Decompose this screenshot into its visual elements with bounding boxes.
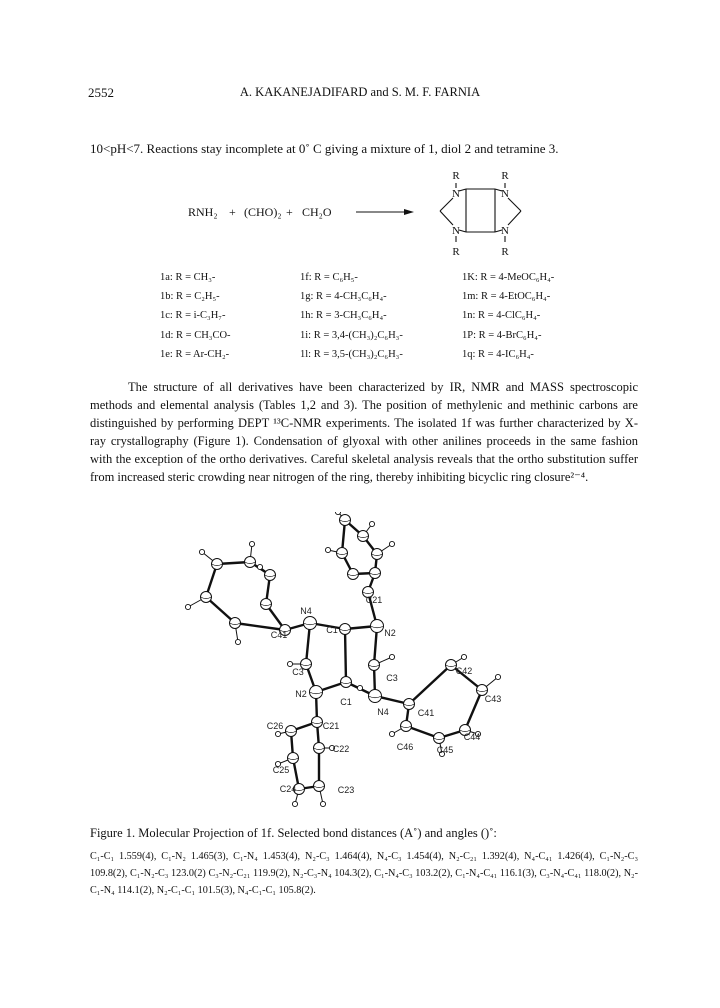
- substituent-item: 1m: R = 4-EtOC₆H₄-: [462, 291, 551, 303]
- product-label: N: [501, 225, 509, 237]
- substituent-column-1: [160, 268, 231, 364]
- product-label: R: [501, 246, 509, 258]
- hydrogen-atom: [369, 521, 374, 526]
- intro-line: 10<pH<7. Reactions stay incomplete at 0˚ C giving a mixture of 1, diol 2 and tetramine 3.: [90, 141, 559, 156]
- hydrogen-atom: [357, 685, 362, 690]
- reaction-scheme: [0, 0, 720, 270]
- hydrogen-atom: [389, 541, 394, 546]
- atom-label: C25: [272, 765, 290, 775]
- atom: [286, 726, 297, 737]
- hydrogen-atom: [335, 512, 340, 515]
- atom-label: C24: [279, 784, 297, 794]
- product-label: R: [452, 170, 460, 182]
- atom: [404, 699, 415, 710]
- product-label: N: [501, 188, 509, 200]
- hydrogen-atom: [257, 564, 262, 569]
- hydrogen-atom: [325, 547, 330, 552]
- atom: [401, 721, 412, 732]
- hydrogen-atom: [461, 654, 466, 659]
- atom-label: C22: [332, 744, 350, 754]
- bond-data: C₁-C₁ 1.559(4), C₁-N₂ 1.465(3), C₁-N₄ 1.453(4), N₂-C₃ 1.464(4), N₄-C₃ 1.454(4), N₂-C₂₁ 1.392(4), N₄-C₄₁ 1.426(4), C₁-N₂-C₃ 109.8(2), C₁-N₂-C₃ 123.0(2) C₃-N₂-C₂₁ 119.9(2), N₂-C₃-N₄ 104.3(2), C₁-N₄-C₃ 103.2(2), C₁-N₄-C₄₁ 116.1(3), C₃-N₄-C₄₁ 118.0(2), N₂-C₁-N₄ 114.1(2), N₂-C₁-C₁ 101.5(3), N₄-C₁-C₁ 105.8(2).: [90, 851, 638, 897]
- atom-label: C45: [436, 745, 454, 755]
- substituent-item: 1a: R = CH₃-: [160, 272, 216, 283]
- atom-label: N2: [295, 689, 307, 699]
- substituent-item: 1i: R = 3,4-(CH₃)₂C₆H₃-: [300, 329, 403, 341]
- bond: [345, 629, 346, 682]
- substituent-item: 1e: R = Ar-CH₂-: [160, 348, 230, 360]
- plus-sign: +: [229, 205, 236, 219]
- page-number: 2552: [88, 85, 114, 100]
- hydrogen-atom: [389, 731, 394, 736]
- hydrogen-atom: [292, 801, 297, 806]
- product-label: N: [452, 225, 460, 237]
- hydrogen-atom: [389, 654, 394, 659]
- substituent-item: 1P: R = 4-BrC₆H₄-: [462, 329, 542, 341]
- reaction-arrow: [356, 209, 414, 215]
- plus-sign: +: [286, 205, 293, 219]
- hydrogen-atom: [275, 731, 280, 736]
- atom: [310, 686, 323, 699]
- substituent-item: 1l: R = 3,5-(CH₃)₂C₆H₃-: [300, 348, 403, 360]
- atom: [230, 618, 241, 629]
- substituent-item: 1b: R = C₂H₅-: [160, 291, 220, 303]
- substituent-item: 1h: R = 3-CH₃C₆H₄-: [300, 310, 387, 322]
- substituent-item: 1c: R = i-C₃H₇-: [160, 310, 226, 322]
- hydrogen-atom: [185, 604, 190, 609]
- product-label: N: [452, 188, 460, 200]
- product-label: R: [501, 170, 509, 182]
- atom: [201, 592, 212, 603]
- atom: [312, 717, 323, 728]
- reactant-1: RNH₂: [188, 205, 218, 219]
- atom: [370, 568, 381, 579]
- bond: [409, 665, 451, 704]
- reactant-2: (CHO)₂: [244, 205, 282, 219]
- hydrogen-atom: [235, 639, 240, 644]
- hydrogen-atom: [320, 801, 325, 806]
- substituent-item: 1q: R = 4-IC₆H₄-: [462, 348, 534, 360]
- atom-label: C1: [326, 625, 338, 635]
- atom-label: C41: [417, 708, 435, 718]
- atom: [265, 570, 276, 581]
- bond: [235, 623, 285, 630]
- atom-label: C42: [455, 666, 473, 676]
- atom-label: C1: [340, 697, 352, 707]
- molecular-projection-figure: [160, 512, 560, 822]
- hydrogen-atom: [249, 541, 254, 546]
- atom-label: C44: [463, 732, 481, 742]
- atom-label: N2: [384, 628, 396, 638]
- atom-label: N4: [300, 606, 312, 616]
- substituent-item: 1d: R = CH₃CO-: [160, 329, 231, 341]
- atom: [340, 624, 351, 635]
- atom: [314, 781, 325, 792]
- substituent-column-3: [462, 268, 554, 364]
- atom: [341, 677, 352, 688]
- atom-label: C21: [322, 721, 340, 731]
- substituent-item: 1g: R = 4-CH₃C₆H₄-: [300, 291, 387, 303]
- atom: [261, 599, 272, 610]
- atom: [337, 548, 348, 559]
- atom-label: C26: [266, 721, 284, 731]
- bond: [465, 690, 482, 730]
- atom: [304, 617, 317, 630]
- atom-label: C41: [270, 630, 288, 640]
- atom-label: C21: [365, 595, 383, 605]
- atom-label: N4: [377, 707, 389, 717]
- atom: [340, 515, 351, 526]
- atom: [358, 531, 369, 542]
- atom-label: C3: [386, 673, 398, 683]
- atom-label: C3: [292, 667, 304, 677]
- reactant-3: CH₂O: [302, 205, 332, 219]
- atom: [314, 743, 325, 754]
- figure-caption: Figure 1. Molecular Projection of 1f. Selected bond distances (A˚) and angles ()˚:: [90, 826, 497, 840]
- atom: [372, 549, 383, 560]
- atom: [245, 557, 256, 568]
- running-head: A. KAKANEJADIFARD and S. M. F. FARNIA: [239, 85, 481, 99]
- atom-label: C43: [484, 694, 502, 704]
- body-paragraph: The structure of all derivatives have been characterized by IR, NMR and MASS spectroscopic methods and elemental analysis (Tables 1,2 and 3). The position of methylenic and methinic carbons are distinguished by performing DEPT ¹³C-NMR experiments. The isolated 1f was further characterized by X-ray crystallography (Figure 1). Condensation of glyoxal with other anilines proceeds in the same fashion with the exception of the ortho derivatives. Careful skeletal analysis reveals that the ortho substitution suffer from increased steric crowding near nitrogen of the ring, thereby inhibiting bicyclic ring closure²⁻⁴.: [90, 380, 638, 484]
- atom: [348, 569, 359, 580]
- substituent-column-2: [300, 268, 403, 364]
- atom-label: C46: [396, 742, 414, 752]
- atom: [369, 660, 380, 671]
- hydrogen-atom: [495, 674, 500, 679]
- substituent-item: 1K: R = 4-MeOC₆H₄-: [462, 272, 555, 283]
- atom: [369, 690, 382, 703]
- hydrogen-atom: [199, 549, 204, 554]
- substituent-item: 1n: R = 4-ClC₆H₄-: [462, 310, 541, 322]
- atom: [212, 559, 223, 570]
- atom: [434, 733, 445, 744]
- hydrogen-atom: [287, 661, 292, 666]
- product-label: R: [452, 246, 460, 258]
- atom-label: C23: [337, 785, 355, 795]
- substituent-item: 1f: R = C₆H₅-: [300, 272, 358, 283]
- atom: [288, 753, 299, 764]
- atom: [371, 620, 384, 633]
